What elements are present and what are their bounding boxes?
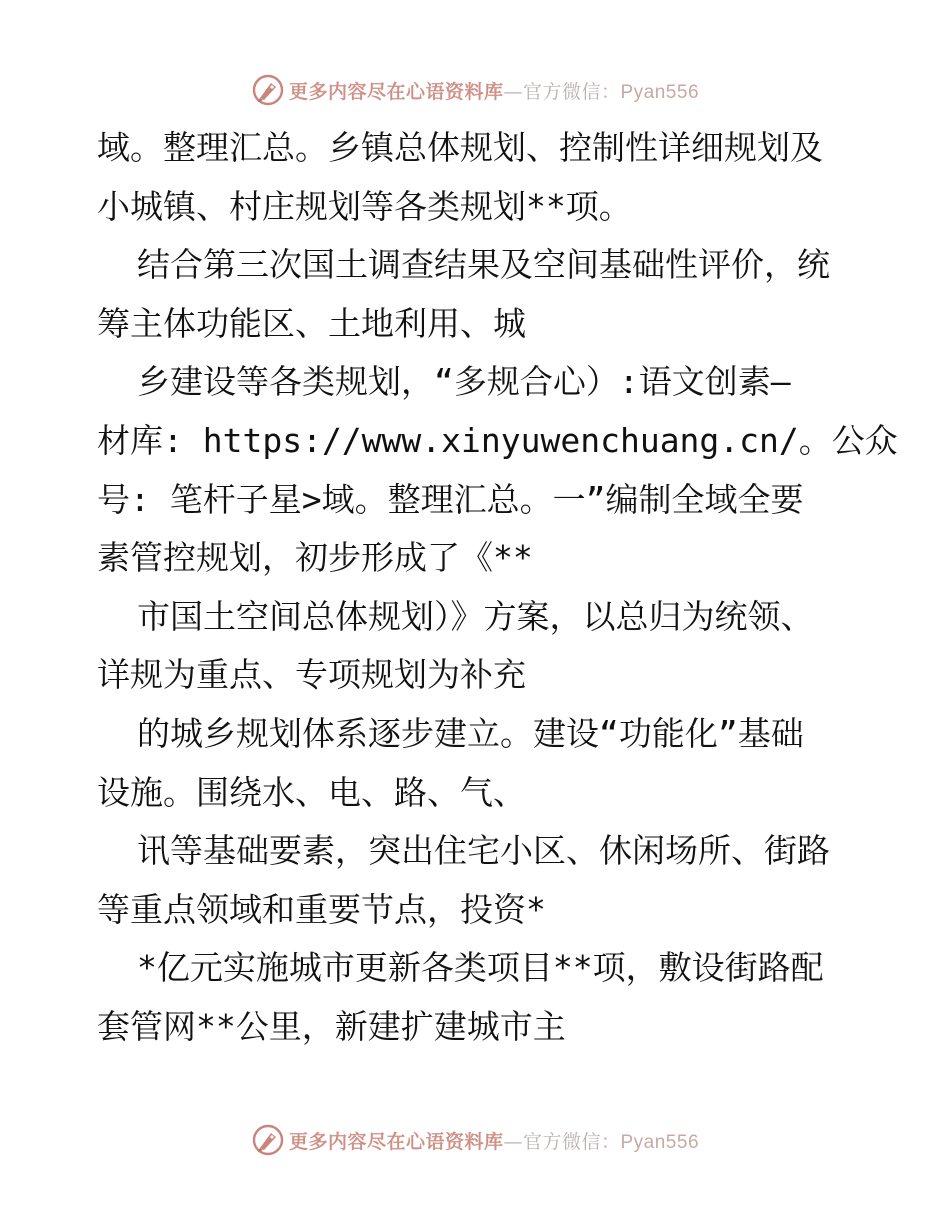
text-line: 筹主体功能区、土地利用、城 xyxy=(97,303,526,343)
text-line: 域。整理汇总。乡镇总体规划、控制性详细规划及 xyxy=(97,128,823,167)
text-line: *亿元实施城市更新各类项目**项，敷设街路配 xyxy=(137,948,824,988)
text-line: 素管控规划，初步形成了《** xyxy=(97,538,533,578)
text-line: 讯等基础要素，突出住宅小区、休闲场所、街路 xyxy=(137,831,830,871)
header-separator: — xyxy=(503,80,523,103)
text-line: 号: 笔杆子星>域。整理汇总。一”编制全域全要 xyxy=(97,479,804,519)
text-line: 等重点领域和重要节点，投资* xyxy=(97,889,546,929)
header-wechat-label: 官方微信： xyxy=(522,80,621,103)
footer-banner xyxy=(0,1120,950,1160)
footer-separator: — xyxy=(503,1130,523,1153)
footer-banner-text xyxy=(289,1127,699,1154)
footer-wechat-label: 官方微信： xyxy=(522,1130,621,1153)
pen-nib-logo-icon xyxy=(251,73,285,107)
text-line: 结合第三次国土调查结果及空间基础性评价，统 xyxy=(137,245,830,285)
footer-wechat-id: Pyan556 xyxy=(620,1131,700,1153)
text-line: 的城乡规划体系逐步建立。建设“功能化”基础 xyxy=(137,713,804,753)
document-body xyxy=(97,119,898,1057)
pen-nib-logo-icon xyxy=(251,1123,285,1157)
footer-brand: 更多内容尽在心语资料库 xyxy=(288,1130,504,1153)
text-line: 套管网**公里，新建扩建城市主 xyxy=(97,1006,566,1046)
text-line: 设施。围绕水、电、路、气、 xyxy=(97,772,526,812)
text-line: 市国土空间总体规划）》方案，以总归为统领、 xyxy=(137,596,814,636)
header-brand: 更多内容尽在心语资料库 xyxy=(288,80,504,103)
header-wechat-id: Pyan556 xyxy=(620,81,700,103)
header-banner xyxy=(0,70,950,110)
text-line: 材库: https://www.xinyuwenchuang.cn/。公众 xyxy=(97,420,898,460)
text-line: 乡建设等各类规划，“多规合心）:语文创素— xyxy=(137,362,791,402)
text-line: 详规为重点、专项规划为补充 xyxy=(97,655,526,695)
header-banner-text xyxy=(289,77,699,104)
text-line: 小城镇、村庄规划等各类规划**项。 xyxy=(97,186,632,226)
